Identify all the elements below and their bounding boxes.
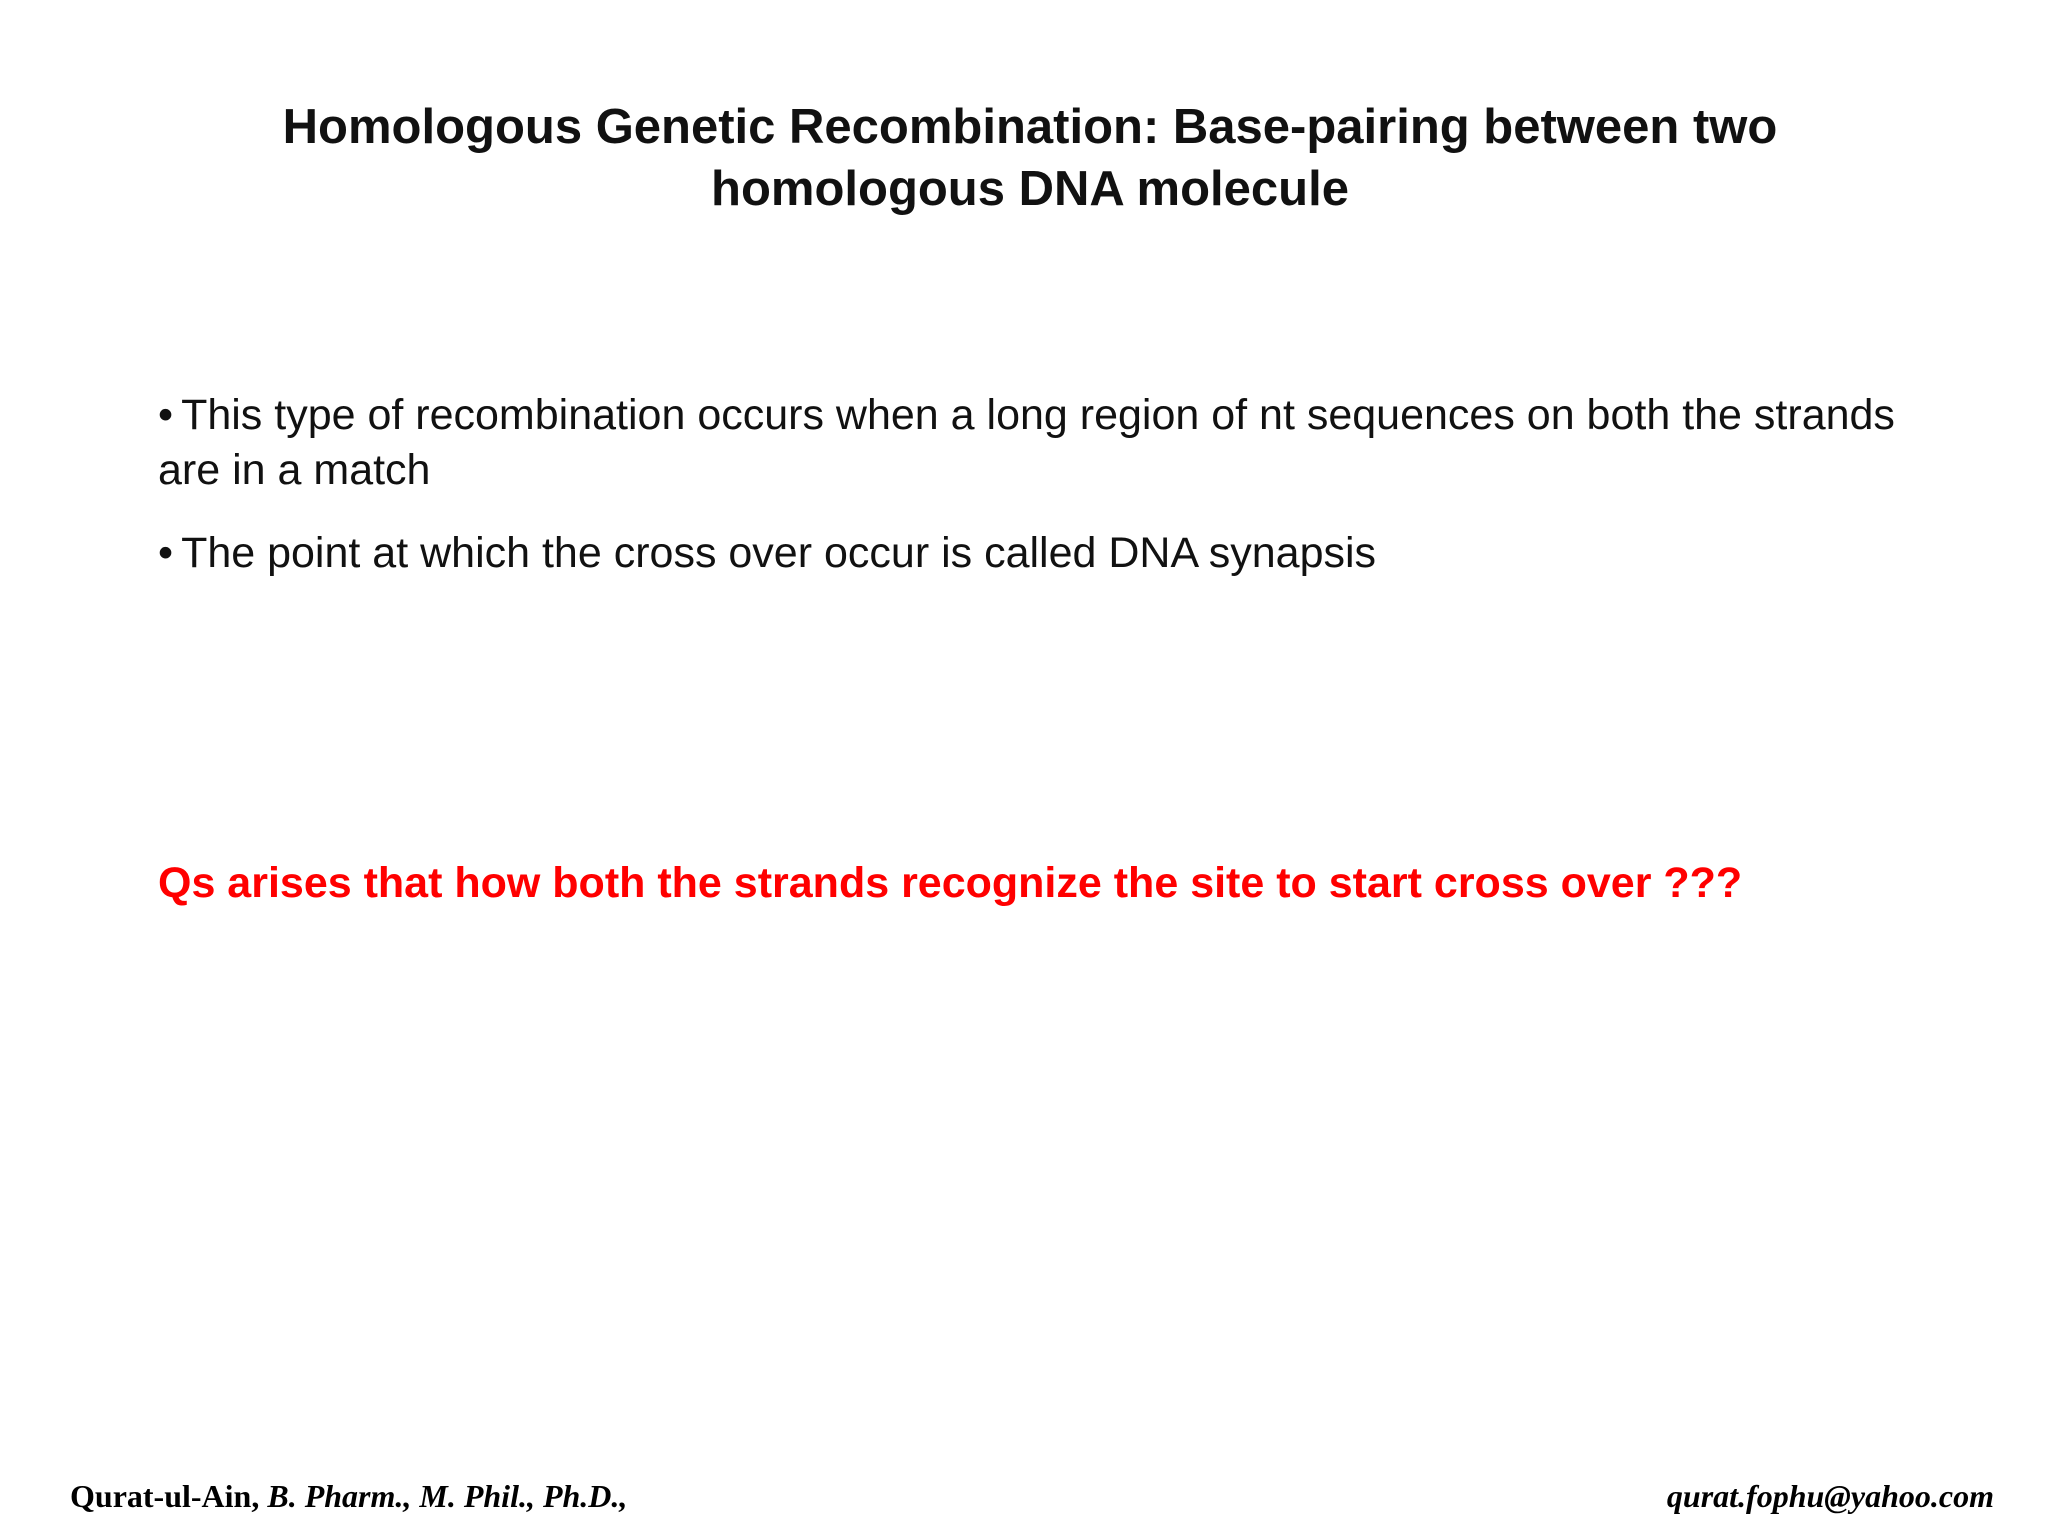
- bullet-list: [158, 388, 1918, 609]
- author-credentials: B. Pharm., M. Phil., Ph.D.,: [267, 1478, 628, 1514]
- slide-title-line-2: homologous DNA molecule: [711, 162, 1349, 216]
- question-text: Qs arises that how both the strands recognize the site to start cross over ???: [158, 859, 1743, 907]
- bullet-item: [158, 526, 1918, 581]
- footer-email: qurat.fophu@yahoo.com: [1666, 1478, 1994, 1514]
- bullet-item: [158, 388, 1918, 498]
- bullet-text: The point at which the cross over occur is called DNA synapsis: [181, 529, 1377, 577]
- bullet-text: This type of recombination occurs when a long region of nt sequences on both the strands are in a match: [158, 391, 1895, 494]
- bullet-symbol: •: [158, 391, 174, 439]
- footer-author: [70, 1476, 627, 1516]
- author-name: Qurat-ul-Ain,: [70, 1478, 260, 1514]
- slide-title: [160, 96, 1900, 220]
- slide-title-line-1: Homologous Genetic Recombination: Base-pairing between two: [282, 100, 1778, 154]
- bullet-symbol: •: [158, 529, 174, 577]
